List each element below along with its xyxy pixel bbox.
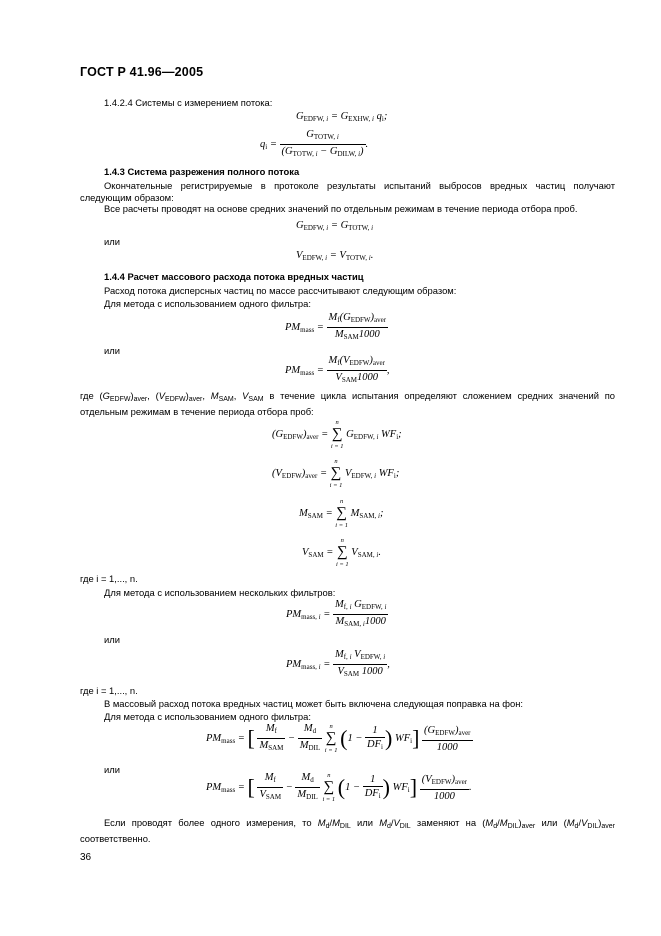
formula-v-edfw-aver: $(V_{EDFW})_{aver}$ = n ∑ i = 1 $V_{EDFW, i}$ $WF_i$; xyxy=(272,458,400,489)
or-2: или xyxy=(104,345,120,356)
formula-pm-mass-g: $PM_{mass}$ = $\frac{M_f(G_{EDFW})_{aver}}{M_{SAM}1000}$ xyxy=(285,312,387,341)
section-143-heading: 1.4.3 Система разрежения полного потока xyxy=(104,166,300,177)
final-b: или xyxy=(357,817,373,828)
or-3: или xyxy=(104,634,120,645)
or-1: или xyxy=(104,236,120,247)
or-4: или xyxy=(104,764,120,775)
single-filter-label-1: Для метода с использованием одного фильтра: xyxy=(104,298,311,309)
formula-pm-mass-i-v: $PM_{mass, i}$ = $\frac{M_{f, i} V_{EDFW, i}}{V_{SAM} 1000}$ , xyxy=(286,649,390,678)
final-c: заменяют на xyxy=(416,817,477,828)
section-143-para1: Окончательные регистрируемые в протоколе результаты испытаний выбросов вредных частиц получают следующим образом: xyxy=(80,180,615,203)
final-e: соответственно. xyxy=(80,833,151,844)
formula-g-edfw-eq-gtotw: $G_{EDFW, i} = G_{TOTW, i}$ xyxy=(296,220,374,232)
section-143-para2: Все расчеты проводят на основе средних значений по отдельным режимам в течение периода отбора проб. xyxy=(104,203,578,214)
formula-g-edfw-aver: $(G_{EDFW})_{aver}$ = n ∑ i = 1 $G_{EDFW, i}$ $WF_i$; xyxy=(272,419,402,450)
section-144-heading: 1.4.4 Расчет массового расхода потока вредных частиц xyxy=(104,271,364,282)
section-144-para1: Расход потока дисперсных частиц по массе рассчитывают следующим образом: xyxy=(104,285,457,296)
where-avg-text: где $(G_{EDFW})_{aver}$, $(V_{EDFW})_{aver}$, $M_{SAM}$, $V_{SAM}$ в течение цикла испытания определяют сложением средних значений по отдельным режимам в течение периода отбора проб: xyxy=(80,390,615,417)
final-a: Если проводят более одного измерения, то xyxy=(104,817,312,828)
where-i-1: где i = 1,..., n. xyxy=(80,573,138,584)
final-d: или xyxy=(541,817,558,828)
formula-pm-mass-v: $PM_{mass}$ = $\frac{M_f(V_{EDFW})_{aver}}{V_{SAM}1000}$ , xyxy=(285,355,390,384)
formula-pm-mass-i-g: $PM_{mass, i}$ = $\frac{M_{f, i} G_{EDFW, i}}{M_{SAM, i}1000}$ xyxy=(286,599,387,628)
single-filter-label-2: Для метода с использованием одного фильтра: xyxy=(104,711,311,722)
formula-g-edfw: $G_{EDFW, i} = G_{EXHW, i}$ $q_i$; xyxy=(296,111,388,123)
section-1424-title: 1.4.2.4 Системы с измерением потока: xyxy=(104,97,273,108)
formula-m-sam: $M_{SAM}$ = n ∑ i = 1 $M_{SAM, i}$; xyxy=(299,498,384,529)
page-number: 36 xyxy=(80,852,92,863)
final-paragraph: Если проводят более одного измерения, то $M_d/M_{DIL}$ или $M_d/V_{DIL}$ заменяют на $(M_d/M_{DIL})_{aver}$ или $(M_d/V_{DIL})_{aver}$ соответственно. xyxy=(80,817,615,844)
where-i-2: где i = 1,..., n. xyxy=(80,685,138,696)
where-avg-desc: в течение цикла испытания определяют сложением средних значений по отдельным режимам в течение периода отбора проб: xyxy=(80,390,615,417)
formula-pm-mass-bg-g: $PM_{mass}$ = [ $\frac{M_f}{M_{SAM}}$ − $\frac{M_d}{M_{DIL}}$ n ∑ i = 1 (1 − $\frac{1}{DF_i}$ ) $WF_i$] $\frac{(G_{EDFW})_{aver}}{1000}$ xyxy=(206,723,471,754)
formula-v-sam: $V_{SAM}$ = n ∑ i = 1 $V_{SAM, i}$. xyxy=(302,537,381,568)
formula-pm-mass-bg-v: $PM_{mass}$ = [ $\frac{M_f}{V_{SAM}}$ − $\frac{M_d}{M_{DIL}}$ n ∑ i = 1 (1 − $\frac{1}{DF_i}$ ) $WF_i$] $\frac{(V_{EDFW})_{aver}}{1000}$ . xyxy=(206,772,472,803)
standard-header: ГОСТ Р 41.96—2005 xyxy=(80,65,204,79)
multi-filter-label: Для метода с использованием нескольких фильтров: xyxy=(104,587,336,598)
formula-q-i: $q_i$ = $\frac{G_{TOTW, i}}{(G_{TOTW, i} - G_{DILW, i})}$ . xyxy=(260,129,369,158)
formula-v-edfw-eq-vtotw: $V_{EDFW, i} = V_{TOTW, i}$. xyxy=(296,250,374,262)
bg-correction-text: В массовый расход потока вредных частиц может быть включена следующая поправка на фон: xyxy=(104,698,523,709)
